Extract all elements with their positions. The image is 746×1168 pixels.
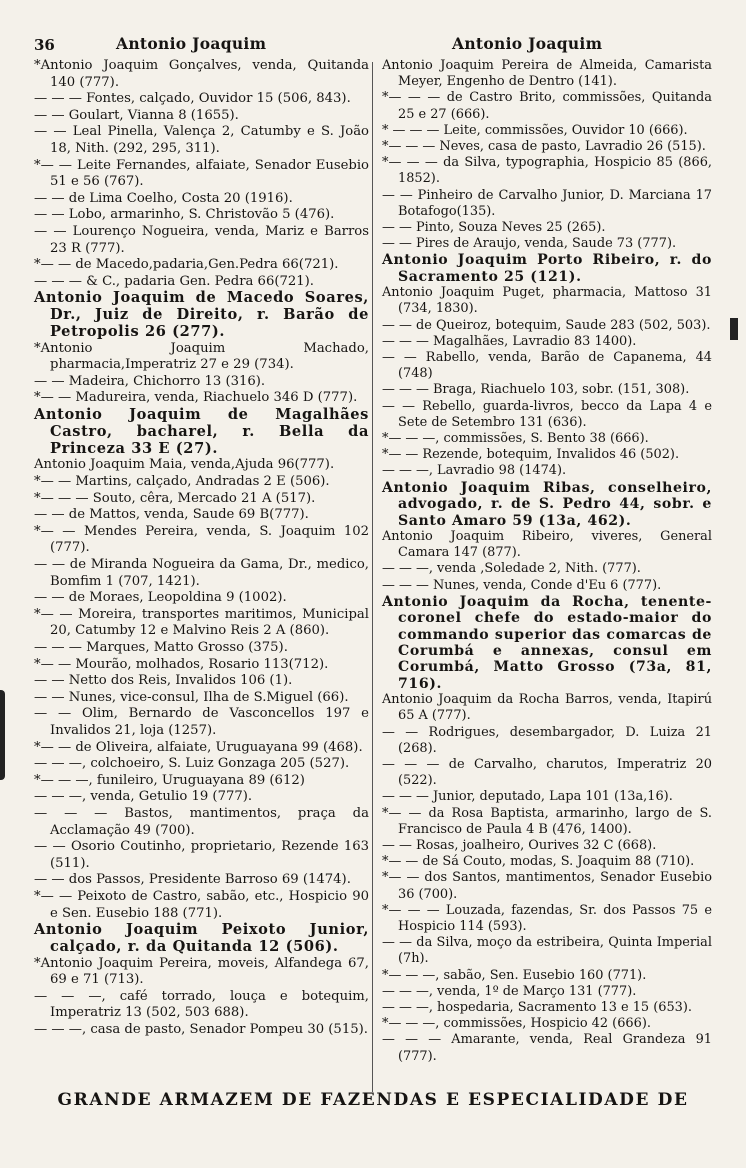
footer-advert: GRANDE ARMAZEM DE FAZENDAS E ESPECIALIDADE DE xyxy=(57,1090,689,1110)
directory-heading-entry: Antonio Joaquim Porto Ribeiro, r. do Sacramento 25 (121). xyxy=(382,252,712,285)
directory-entry: Antonio Joaquim Maia, venda,Ajuda 96(777). xyxy=(34,457,335,473)
directory-entry: — — —, Lavradio 98 (1474). xyxy=(382,463,567,479)
directory-entry: *— — — Louzada, fazendas, Sr. dos Passos 75 e Hospicio 114 (593). xyxy=(382,902,712,934)
directory-heading-entry: Antonio Joaquim da Rocha, tenente-coronel chefe do estado-maior do commando superior das comarcas de Corumbá e annexas, consul em Corumbá, Matto Grosso (73a, 81, 716). xyxy=(382,593,712,692)
directory-entry: — — — Bastos, mantimentos, praça da Acclamação 49 (700). xyxy=(34,805,369,838)
directory-entry: — — Olim, Bernardo de Vasconcellos 197 e Invalidos 21, loja (1257). xyxy=(34,706,369,738)
directory-entry: — — Pinto, Souza Neves 25 (265). xyxy=(382,220,606,236)
directory-entry: — — —, venda, Getulio 19 (777). xyxy=(34,789,253,805)
directory-entry: — — — Fontes, calçado, Ouvidor 15 (506, 843). xyxy=(34,91,351,107)
directory-entry: *— — Madureira, venda, Riachuelo 346 D (777). xyxy=(34,390,358,406)
directory-entry: *— — de Oliveira, alfaiate, Uruguayana 99 (468). xyxy=(34,739,363,755)
directory-entry: Antonio Joaquim da Rocha Barros, venda, Itapirú 65 A (777). xyxy=(382,692,712,724)
directory-entry: — — Lourenço Nogueira, venda, Mariz e Barros 23 R (777). xyxy=(34,223,369,256)
directory-entry: *— — Mourão, molhados, Rosario 113(712). xyxy=(34,656,329,672)
directory-entry: *— — de Sá Couto, modas, S. Joaquim 88 (710). xyxy=(382,854,695,870)
directory-entry: — — de Mattos, venda, Saude 69 B(777). xyxy=(34,507,309,523)
directory-entry: — — — Marques, Matto Grosso (375). xyxy=(34,640,288,655)
directory-entry: — — Rabello, venda, Barão de Capanema, 44 (748) xyxy=(382,350,712,382)
page-number: 36 xyxy=(34,36,55,54)
directory-entry: *— — Mendes Pereira, venda, S. Joaquim 102 (777). xyxy=(34,523,369,556)
directory-entry: — — Pinheiro de Carvalho Junior, D. Marciana 17 Botafogo(135). xyxy=(382,187,712,219)
directory-entry: — — Lobo, armarinho, S. Christovão 5 (476). xyxy=(34,207,335,223)
directory-entry: — — de Miranda Nogueira da Gama, Dr., medico, Bomfim 1 (707, 1421). xyxy=(34,557,369,589)
directory-entry: *— — —, commissões, S. Bento 38 (666). xyxy=(382,431,649,447)
left-column xyxy=(34,58,369,1039)
directory-entry: — — Goulart, Vianna 8 (1655). xyxy=(34,107,239,123)
directory-entry: — — Leal Pinella, Valença 2, Catumby e S. João 18, Nith. (292, 295, 311). xyxy=(34,124,369,156)
directory-heading-entry: Antonio Joaquim Ribas, conselheiro, advogado, r. de S. Pedro 44, sobr. e Santo Amaro 59 (13a, 462). xyxy=(382,479,712,529)
directory-heading-entry: Antonio Joaquim de Magalhães Castro, bacharel, r. Bella da Princeza 33 E (27). xyxy=(34,406,369,457)
directory-entry: — — —, venda ,Soledade 2, Nith. (777). xyxy=(382,561,641,577)
right-running-title: Antonio Joaquim xyxy=(452,34,603,53)
directory-entry: — — —, hospedaria, Sacramento 13 e 15 (653). xyxy=(382,1000,692,1016)
directory-entry: — — de Lima Coelho, Costa 20 (1916). xyxy=(34,190,293,206)
directory-entry: *— — — de Castro Brito, commissões, Quitanda 25 e 27 (666). xyxy=(382,90,712,122)
directory-entry: *— — — Neves, casa de pasto, Lavradio 26 (515). xyxy=(382,139,706,155)
directory-entry: *Antonio Joaquim Gonçalves, venda, Quitanda 140 (777). xyxy=(34,58,369,90)
directory-entry: Antonio Joaquim Pereira de Almeida, Camarista Meyer, Engenho de Dentro (141). xyxy=(382,58,712,90)
directory-entry: — — Rodrigues, desembargador, D. Luiza 21 (268). xyxy=(382,724,712,756)
directory-entry: — — Netto dos Reis, Invalidos 106 (1). xyxy=(34,673,293,689)
directory-entry: — — —, venda, 1º de Março 131 (777). xyxy=(382,983,637,999)
right-edge-mark xyxy=(730,318,738,340)
directory-entry: — — —, casa de pasto, Senador Pompeu 30 (515). xyxy=(34,1022,368,1038)
right-column xyxy=(382,58,712,1065)
directory-entry: Antonio Joaquim Puget, pharmacia, Mattoso 31 (734, 1830). xyxy=(382,285,712,317)
directory-entry: — — Rosas, joalheiro, Ourives 32 C (668). xyxy=(382,837,657,853)
directory-entry: — — Rebello, guarda-livros, becco da Lapa 4 e Sete de Setembro 131 (636). xyxy=(382,398,712,430)
directory-entry: — — Pires de Araujo, venda, Saude 73 (777). xyxy=(382,236,677,252)
directory-entry: — — Nunes, vice-consul, Ilha de S.Miguel (66). xyxy=(34,689,349,705)
directory-entry: *— — Martins, calçado, Andradas 2 E (506). xyxy=(34,474,330,490)
directory-entry: — — — Amarante, venda, Real Grandeza 91 (777). xyxy=(382,1032,712,1064)
directory-heading-entry: Antonio Joaquim Peixoto Junior, calçado, r. da Quitanda 12 (506). xyxy=(34,921,369,955)
directory-entry: — — — Magalhães, Lavradio 83 1400). xyxy=(382,333,637,349)
directory-entry: — — —, colchoeiro, S. Luiz Gonzaga 205 (527). xyxy=(34,756,350,772)
directory-entry: — — de Queiroz, botequim, Saude 283 (502, 503). xyxy=(382,317,711,333)
directory-entry: *— — Rezende, botequim, Invalidos 46 (502). xyxy=(382,447,680,463)
directory-entry: *— — Moreira, transportes maritimos, Municipal 20, Catumby 12 e Malvino Reis 2 A (860). xyxy=(34,606,369,639)
directory-entry: *— — — da Silva, typographia, Hospicio 85 (866, 1852). xyxy=(382,155,712,187)
directory-entry: *— — Peixoto de Castro, sabão, etc., Hospicio 90 e Sen. Eusebio 188 (771). xyxy=(34,888,369,921)
directory-entry: — — — de Carvalho, charutos, Imperatriz 20 (522). xyxy=(382,756,712,789)
directory-entry: — — dos Passos, Presidente Barroso 69 (1474). xyxy=(34,872,351,888)
directory-entry: — — — Junior, deputado, Lapa 101 (13a,16). xyxy=(382,789,673,805)
directory-entry: * — — — Leite, commissões, Ouvidor 10 (666). xyxy=(382,122,688,138)
directory-entry: *Antonio Joaquim Machado, pharmacia,Imperatriz 27 e 29 (734). xyxy=(34,340,369,373)
directory-entry: *— — Leite Fernandes, alfaiate, Senador Eusebio 51 e 56 (767). xyxy=(34,157,369,190)
column-divider xyxy=(372,62,373,1092)
directory-entry: — — — Braga, Riachuelo 103, sobr. (151, 308). xyxy=(382,382,690,398)
binding-edge-mark xyxy=(0,690,5,780)
directory-entry: — — da Silva, moço da estribeira, Quinta Imperial (7h). xyxy=(382,935,712,967)
directory-entry: — — — & C., padaria Gen. Pedra 66(721). xyxy=(34,273,314,289)
directory-entry: *— — de Macedo,padaria,Gen.Pedra 66(721). xyxy=(34,257,339,273)
directory-entry: *— — — Souto, cêra, Mercado 21 A (517). xyxy=(34,490,316,506)
directory-entry: — — Osorio Coutinho, proprietario, Rezende 163 (511). xyxy=(34,839,369,871)
directory-entry: — — de Moraes, Leopoldina 9 (1002). xyxy=(34,590,287,606)
directory-entry: *— — —, sabão, Sen. Eusebio 160 (771). xyxy=(382,967,647,983)
directory-entry: *— — da Rosa Baptista, armarinho, largo de S. Francisco de Paula 4 B (476, 1400). xyxy=(382,805,712,837)
left-running-title: Antonio Joaquim xyxy=(116,34,267,53)
directory-entry: *— — —, commissões, Hospicio 42 (666). xyxy=(382,1016,651,1032)
directory-entry: — — —, café torrado, louça e botequim, Imperatriz 13 (502, 503 688). xyxy=(34,988,369,1021)
directory-entry: Antonio Joaquim Ribeiro, viveres, General Camara 147 (877). xyxy=(382,528,712,561)
directory-entry: *— — dos Santos, mantimentos, Senador Eusebio 36 (700). xyxy=(382,870,712,902)
directory-entry: *— — —, funileiro, Uruguayana 89 (612) xyxy=(34,772,305,788)
page-header xyxy=(0,30,746,56)
directory-heading-entry: Antonio Joaquim de Macedo Soares, Dr., Juiz de Direito, r. Barão de Petropolis 26 (277). xyxy=(34,289,369,340)
directory-entry: *Antonio Joaquim Pereira, moveis, Alfandega 67, 69 e 71 (713). xyxy=(34,955,369,988)
directory-entry: — — — Nunes, venda, Conde d'Eu 6 (777). xyxy=(382,577,662,593)
directory-entry: — — Madeira, Chichorro 13 (316). xyxy=(34,373,266,389)
